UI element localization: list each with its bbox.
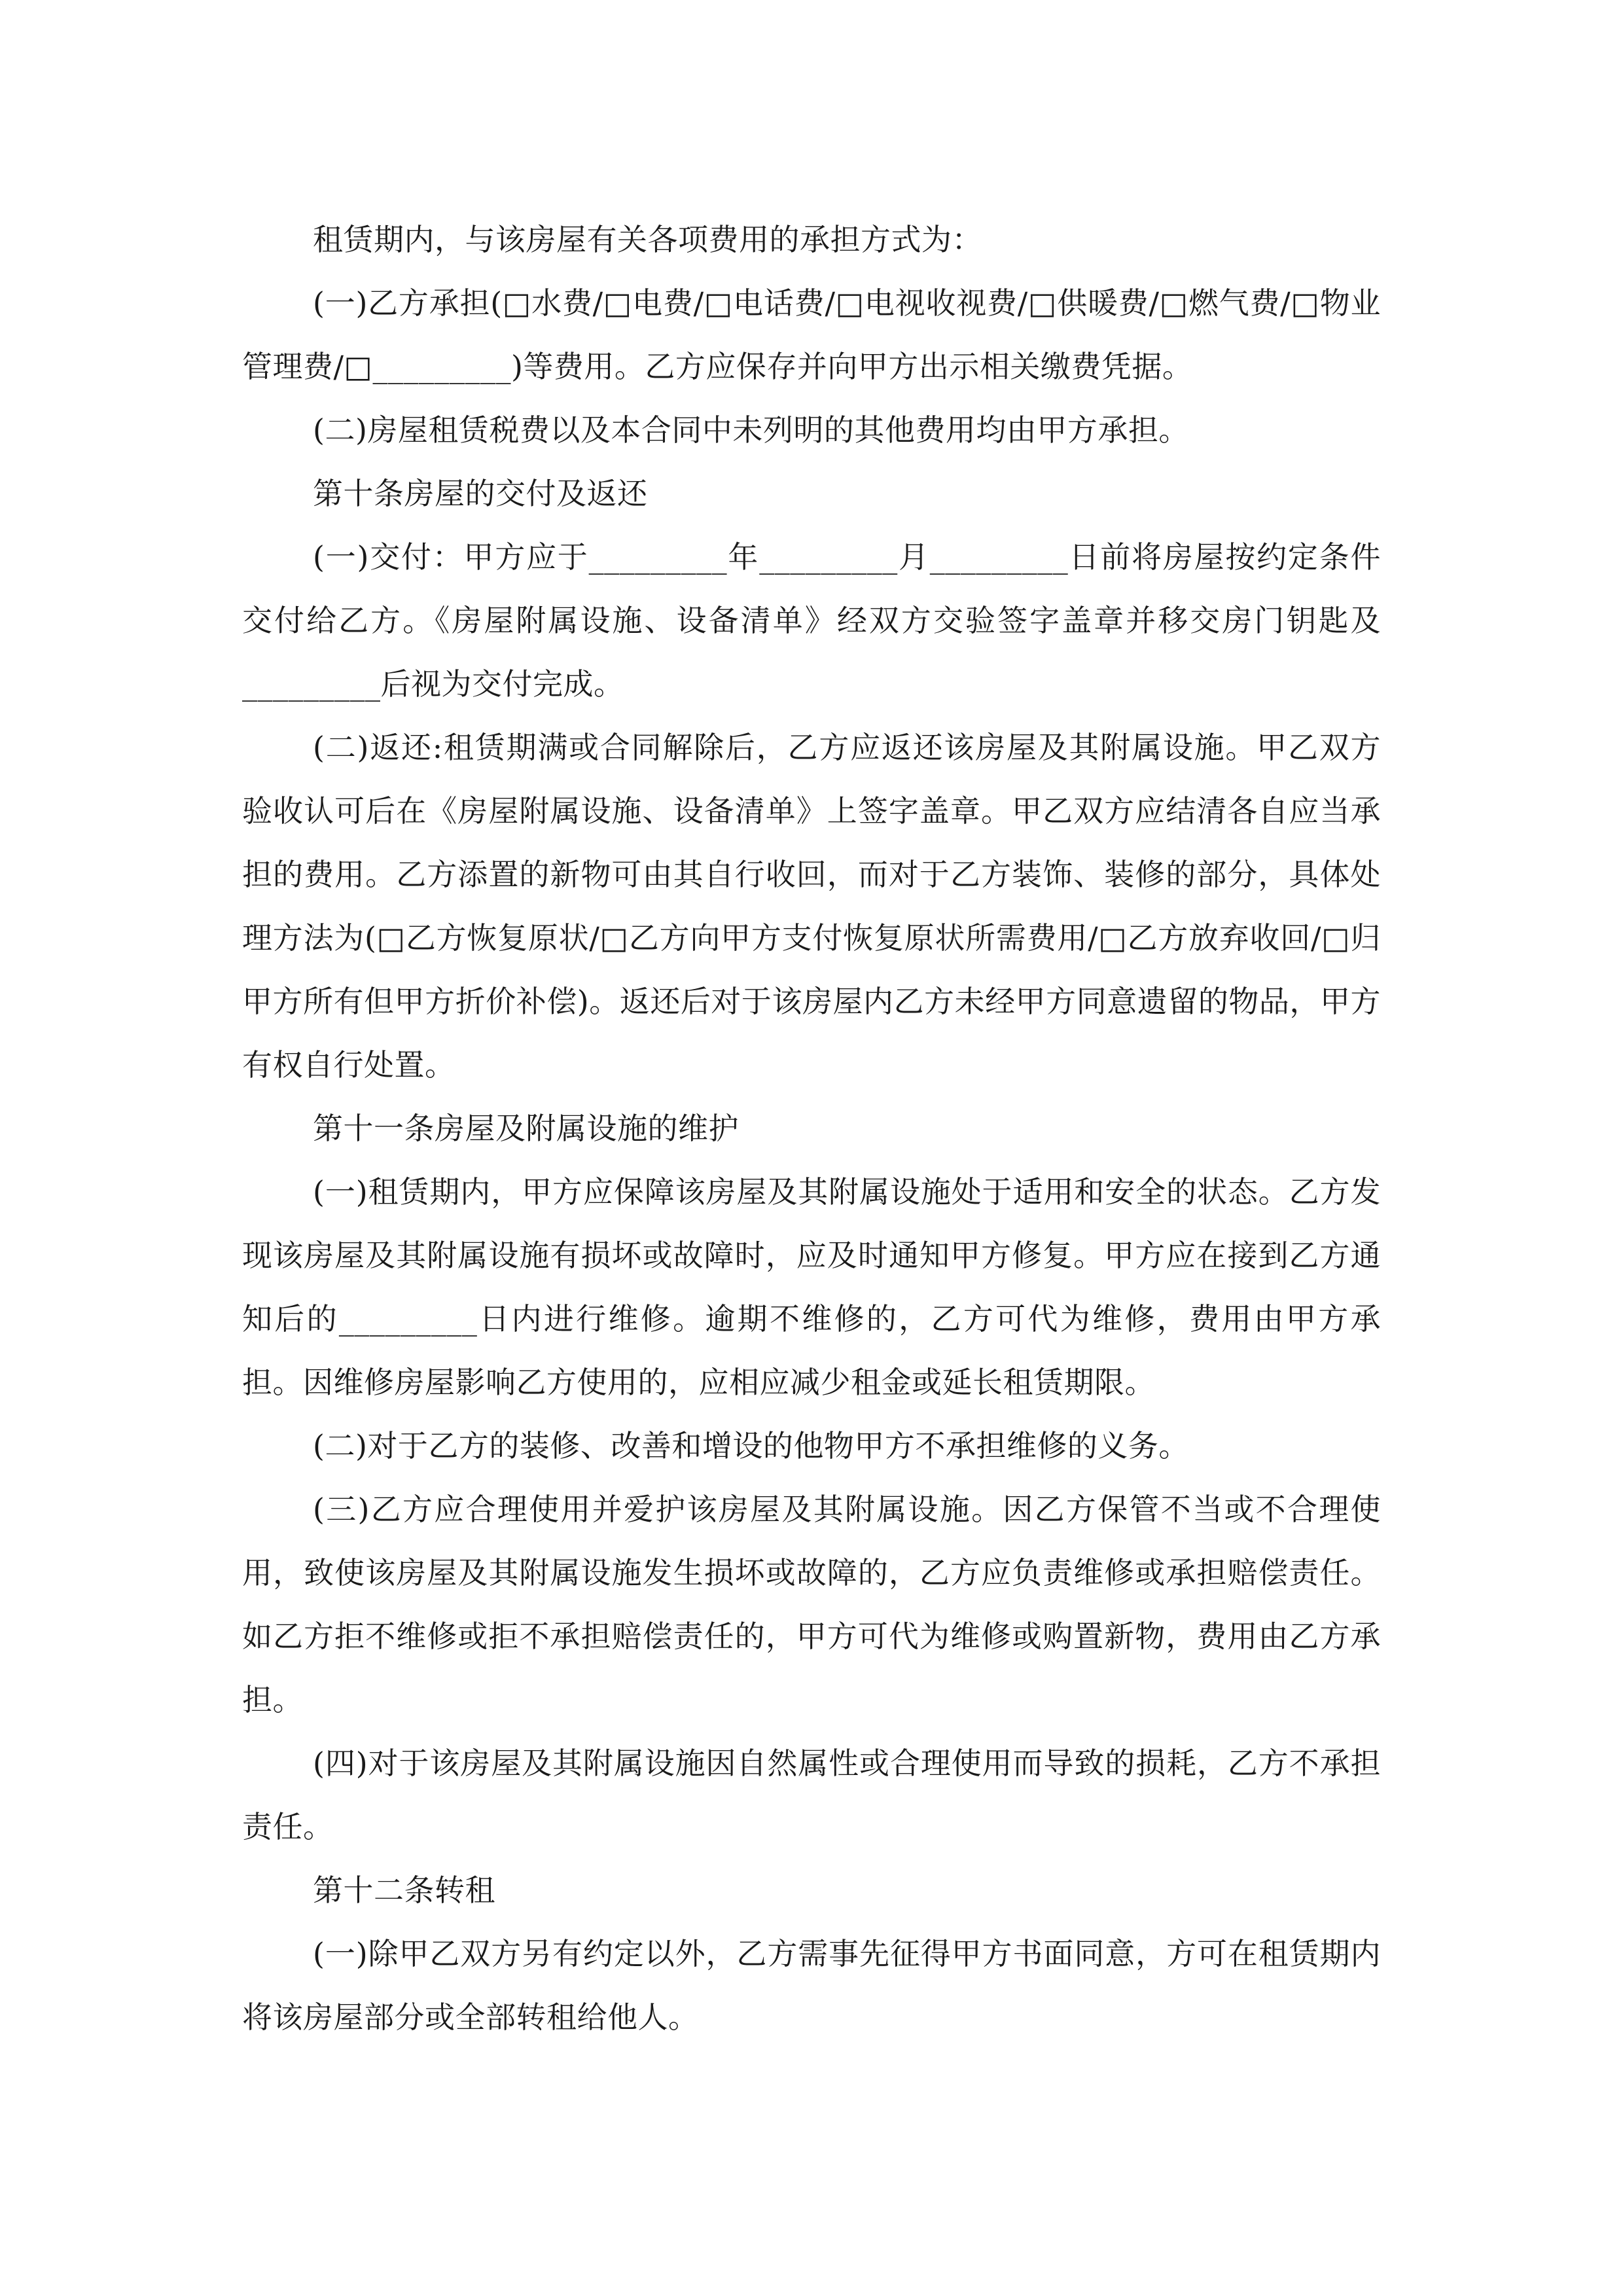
heading-article-12: 第十二条转租 — [313, 1873, 495, 1908]
paragraph-maintenance-4: (四)对于该房屋及其附属设施因自然属性或合理使用而导致的损耗，乙方不承担责任。 — [242, 1746, 1381, 1844]
paragraph-fee-intro: 租赁期内，与该房屋有关各项费用的承担方式为： — [313, 222, 982, 257]
heading-article-10: 第十条房屋的交付及返还 — [313, 476, 648, 511]
heading-article-11: 第十一条房屋及附属设施的维护 — [313, 1111, 739, 1146]
paragraph-maintenance-2: (二)对于乙方的装修、改善和增设的他物甲方不承担维修的义务。 — [313, 1428, 1189, 1463]
paragraph-return: (二)返还:租赁期满或合同解除后，乙方应返还该房屋及其附属设施。甲乙双方验收认可后在《房屋附属设施、设备清单》上签字盖章。甲乙双方应结清各自应当承担的费用。乙方添置的新物可由其自行收回，而对于乙方装饰、装修的部分，具体处理方法为(□乙方恢复原状/□乙方向甲方支付恢复原状所需费用/□乙方放弃收回/□归甲方所有但甲方折价补偿)。返还后对于该房屋内乙方未经甲方同意遗留的物品，甲方有权自行处置。 — [242, 730, 1381, 1083]
paragraph-sublease-1: (一)除甲乙双方另有约定以外，乙方需事先征得甲方书面同意，方可在租赁期内将该房屋部分或全部转租给他人。 — [242, 1936, 1381, 2035]
paragraph-maintenance-1: (一)租赁期内，甲方应保障该房屋及其附属设施处于适用和安全的状态。乙方发现该房屋及其附属设施有损坏或故障时，应及时通知甲方修复。甲方应在接到乙方通知后的_________日内进行维修。逾期不维修的，乙方可代为维修，费用由甲方承担。因维修房屋影响乙方使用的，应相应减少租金或延长租赁期限。 — [242, 1174, 1381, 1400]
paragraph-delivery: (一)交付：甲方应于_________年_________月_________日前将房屋按约定条件交付给乙方。《房屋附属设施、设备清单》经双方交验签字盖章并移交房门钥匙及_________后视为交付完成。 — [242, 539, 1381, 702]
paragraph-fee-landlord: (二)房屋租赁税费以及本合同中未列明的其他费用均由甲方承担。 — [313, 412, 1189, 448]
paragraph-fee-tenant: (一)乙方承担(□水费/□电费/□电话费/□电视收视费/□供暖费/□燃气费/□物业管理费/□_________)等费用。乙方应保存并向甲方出示相关缴费凭据。 — [242, 285, 1381, 384]
document-body — [242, 208, 1381, 2049]
paragraph-maintenance-3: (三)乙方应合理使用并爱护该房屋及其附属设施。因乙方保管不当或不合理使用，致使该房屋及其附属设施发生损坏或故障的，乙方应负责维修或承担赔偿责任。如乙方拒不维修或拒不承担赔偿责任的，甲方可代为维修或购置新物，费用由乙方承担。 — [242, 1492, 1381, 1717]
